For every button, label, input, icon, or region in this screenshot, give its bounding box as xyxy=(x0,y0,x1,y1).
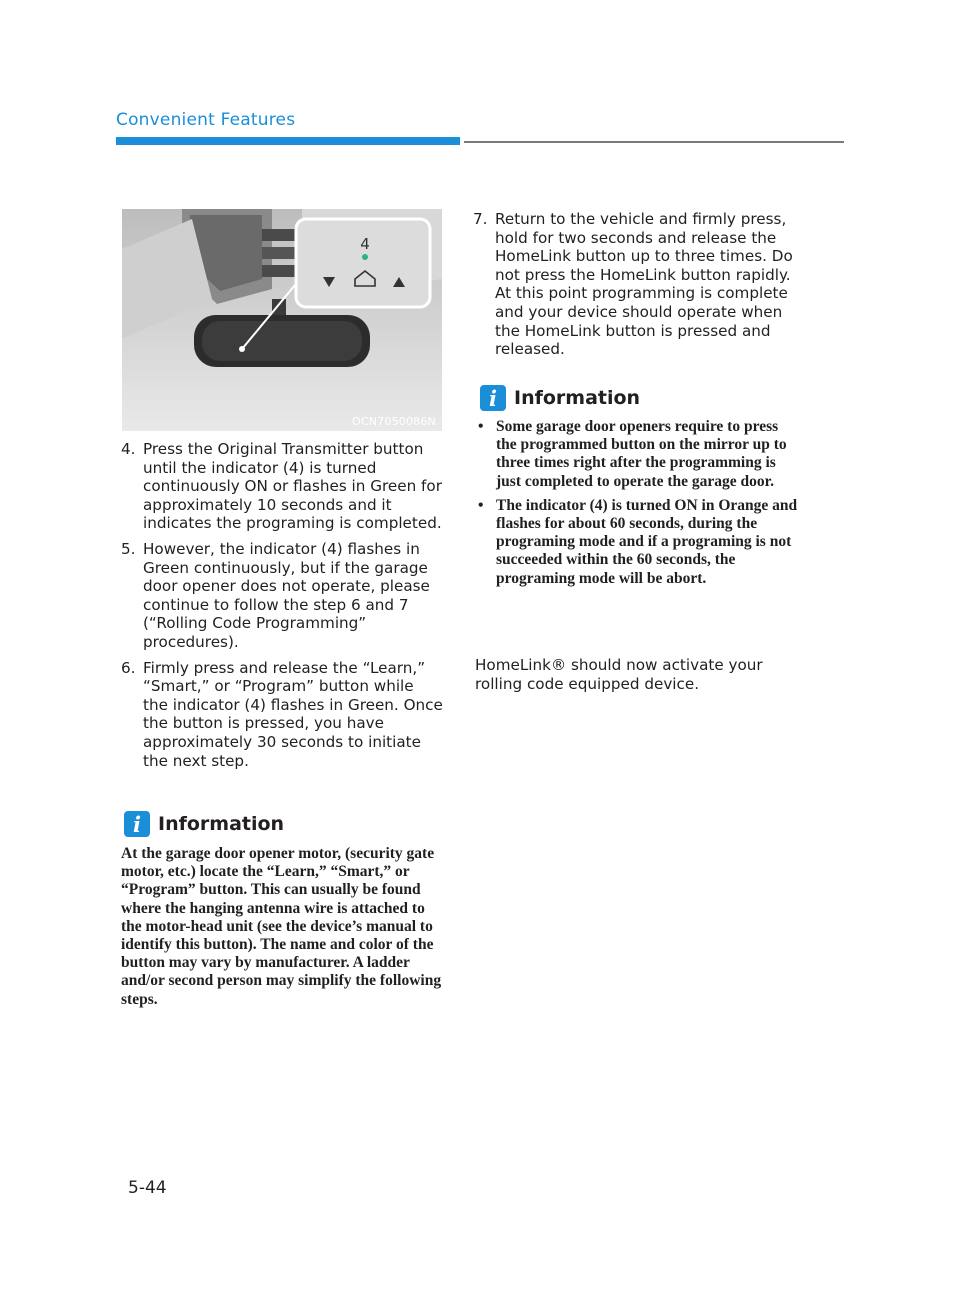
page-number: 5-44 xyxy=(128,1178,167,1198)
list-item xyxy=(478,418,798,491)
information-title: Information xyxy=(514,387,641,409)
section-title: Convenient Features xyxy=(116,110,296,130)
step-text: Return to the vehicle and firmly press, hold for two seconds and release the HomeLink button up to three times. Do not press the HomeLink button rapidly. At this point programming is complete and your device should operate when the HomeLink button is pressed and released. xyxy=(495,210,793,359)
mirror-homelink-illustration xyxy=(122,209,442,431)
step-number: 4. xyxy=(121,440,136,458)
list-item xyxy=(121,540,443,652)
list-item xyxy=(121,440,443,533)
bullet-dot: • xyxy=(478,418,484,435)
bullet-text: The indicator (4) is turned ON in Orange and flashes for about 60 seconds, during the programing mode and if a programing is not succeeded within the 60 seconds, the programing mode will be abort. xyxy=(496,496,798,587)
right-steps-list xyxy=(473,210,803,366)
bullet-text: Some garage door openers require to press the programmed button on the mirror up to three times right after the programming is just completed to operate the garage door. xyxy=(496,418,787,490)
step-text: Firmly press and release the “Learn,” “Smart,” or “Program” button while the indicator (4) flashes in Green. Once the button is pressed, you have approximately 30 seconds to initiate the next step. xyxy=(143,658,443,770)
information-text-left: At the garage door opener motor, (security gate motor, etc.) locate the “Learn,” “Smart,” or “Program” button. This can usually be found where the hanging antenna wire is attached to the motor-head unit (see the device’s manual to identify this button). The name and color of the button may vary by manufacturer. A ladder and/or second person may simplify the following steps. xyxy=(121,845,442,1008)
callout-number: 4 xyxy=(360,235,370,253)
step-text: Press the Original Transmitter button until the indicator (4) is turned continuously ON or flashes in Green for approximately 10 seconds and it indicates the programing is completed. xyxy=(143,440,442,533)
figure-code: OCN7050086N xyxy=(352,415,436,428)
header-rule-blue xyxy=(116,137,460,145)
step-number: 5. xyxy=(121,539,136,558)
left-steps-list xyxy=(121,440,443,777)
information-heading-left xyxy=(124,811,284,837)
info-icon: i xyxy=(480,385,506,411)
information-title: Information xyxy=(158,813,285,835)
mirror-illustration-svg xyxy=(122,209,442,431)
information-bullets-right xyxy=(478,418,798,594)
step-number: 7. xyxy=(473,210,488,228)
info-icon: i xyxy=(124,811,150,837)
bullet-dot: • xyxy=(478,496,484,514)
information-heading-right xyxy=(480,385,640,411)
step-text: However, the indicator (4) flashes in Green continuously, but if the garage door opener does not operate, please continue to follow the step 6 and 7 (“Rolling Code Programming” procedures). xyxy=(143,539,430,651)
list-item xyxy=(478,497,798,588)
step-number: 6. xyxy=(121,658,136,677)
list-item xyxy=(473,210,803,359)
list-item xyxy=(121,659,443,771)
header-rule-gray xyxy=(464,141,844,143)
closing-paragraph: HomeLink® should now activate your rolling code equipped device. xyxy=(475,656,763,693)
